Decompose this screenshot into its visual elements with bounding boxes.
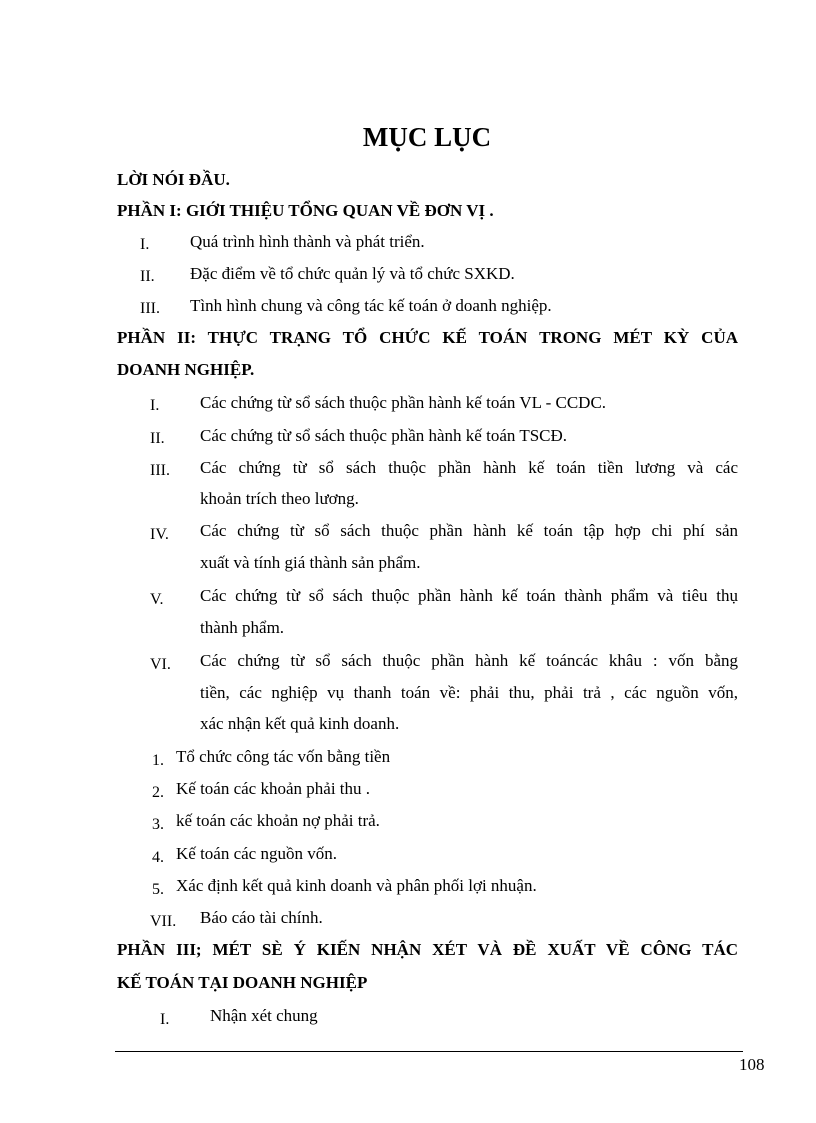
toc-number: III. <box>140 300 160 317</box>
toc-entry-cont: khoản trích theo lương. <box>200 489 359 508</box>
part2-heading-cont: DOANH NGHIỆP. <box>117 360 255 379</box>
toc-entry: Các chứng từ sổ sách thuộc phần hành kế toán TSCĐ. <box>200 426 568 445</box>
toc-entry: Quá trình hình thành và phát triển. <box>190 232 425 251</box>
toc-subentry: Kế toán các nguồn vốn. <box>176 844 337 863</box>
preface-heading: LỜI NÓI ĐẦU. <box>117 170 230 189</box>
toc-entry: Các chứng từ sổ sách thuộc phần hành kế toán thành phẩm và tiêu thụ <box>200 586 738 605</box>
toc-subentry: Kế toán các khoản phải thu . <box>176 779 371 798</box>
toc-number: 4. <box>152 849 164 866</box>
toc-entry-cont: thành phẩm. <box>200 618 285 637</box>
toc-number: 3. <box>152 816 164 833</box>
toc-number: II. <box>140 268 155 285</box>
toc-number: 5. <box>152 881 164 898</box>
toc-subentry: Tổ chức công tác vốn bằng tiền <box>176 747 391 766</box>
toc-entry: Đặc điểm về tổ chức quản lý và tổ chức SXKD. <box>190 264 515 283</box>
toc-number: I. <box>150 397 160 414</box>
footer-rule <box>115 1051 743 1052</box>
toc-entry-cont: tiền, các nghiệp vụ thanh toán về: phải thu, phải trả , các nguồn vốn, <box>200 683 738 702</box>
toc-subentry: kế toán các khoản nợ phải trả. <box>176 811 380 830</box>
part1-heading: PHẦN I: GIỚI THIỆU TỔNG QUAN VỀ ĐƠN VỊ . <box>117 201 494 220</box>
toc-number: I. <box>140 236 150 253</box>
page-number: 108 <box>739 1055 765 1074</box>
toc-entry: Tình hình chung và công tác kế toán ở doanh nghiệp. <box>190 296 552 315</box>
toc-entry-cont: xác nhận kết quả kinh doanh. <box>200 714 400 733</box>
toc-number: VII. <box>150 913 177 930</box>
toc-entry: Các chứng từ sổ sách thuộc phần hành kế toáncác khâu : vốn bằng <box>200 651 738 670</box>
toc-subentry: Xác định kết quả kinh doanh và phân phối lợi nhuận. <box>176 876 537 895</box>
toc-number: II. <box>150 430 165 447</box>
part3-heading: PHẦN III; MÉT SÈ Ý KIẾN NHẬN XÉT VÀ ĐỀ XUẤT VỀ CÔNG TÁC <box>117 940 738 959</box>
toc-number: III. <box>150 462 170 479</box>
toc-number: V. <box>150 591 164 608</box>
toc-number: 1. <box>152 752 164 769</box>
toc-entry: Báo cáo tài chính. <box>200 908 323 927</box>
toc-entry-cont: xuất và tính giá thành sản phẩm. <box>200 553 421 572</box>
toc-entry: Các chứng từ sổ sách thuộc phần hành kế toán tập hợp chi phí sản <box>200 521 738 540</box>
toc-entry: Các chứng từ sổ sách thuộc phần hành kế toán tiền lương và các <box>200 458 738 477</box>
page-title: MỤC LỤC <box>362 122 492 152</box>
toc-number: VI. <box>150 656 171 673</box>
toc-entry: Các chứng từ sổ sách thuộc phần hành kế toán VL - CCDC. <box>200 393 607 412</box>
toc-entry: Nhận xét chung <box>210 1006 318 1025</box>
part3-heading-cont: KẾ TOÁN TẠI DOANH NGHIỆP <box>117 973 368 992</box>
toc-number: I. <box>160 1011 170 1028</box>
toc-number: 2. <box>152 784 164 801</box>
toc-number: IV. <box>150 526 169 543</box>
part2-heading: PHẦN II: THỰC TRẠNG TỔ CHỨC KẾ TOÁN TRONG MÉT KỲ CỦA <box>117 328 738 347</box>
